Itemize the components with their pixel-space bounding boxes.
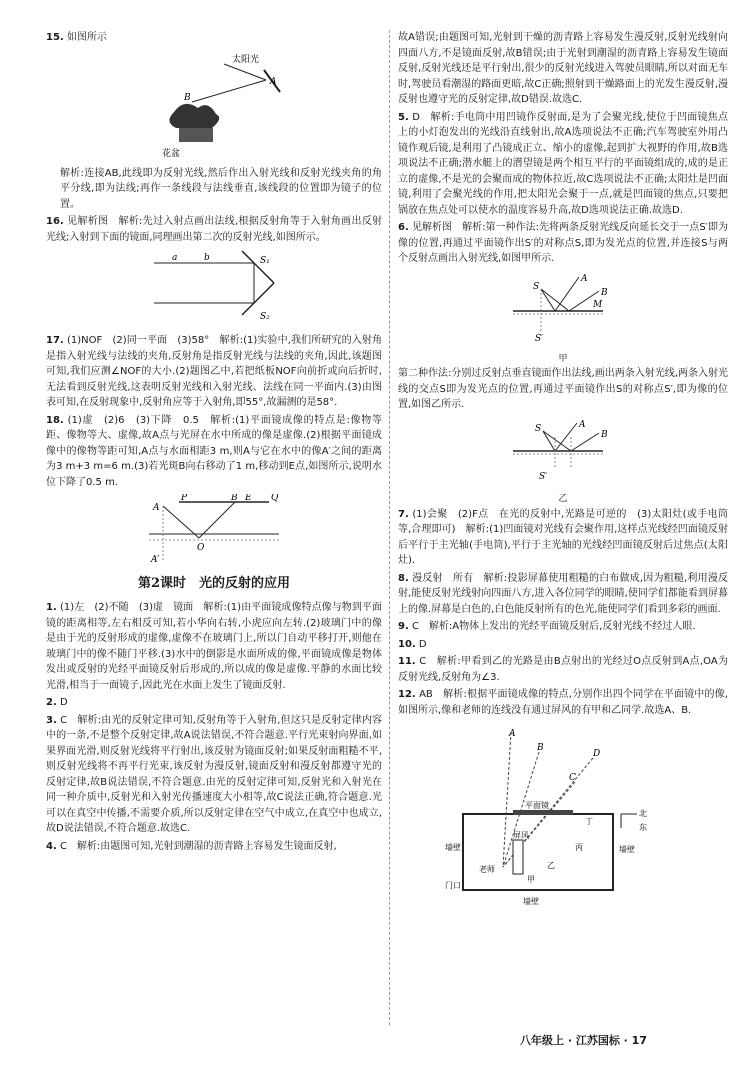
s12-screen-label: 屏风 (513, 831, 529, 841)
s6-jia-M-label: M (593, 299, 603, 310)
compass-arrow-icon (621, 814, 637, 828)
s12-D-label: D (593, 749, 601, 760)
q15-head: 如图所示 (66, 32, 107, 43)
s6-caption-jia: 甲 (558, 353, 568, 364)
q18-O-label: O (197, 543, 205, 553)
q16-b-label: b (204, 253, 210, 263)
q15 (46, 30, 382, 46)
s6-jia-S-label: S (533, 281, 540, 292)
s1 (46, 600, 382, 693)
s6-jia-S2-label: S′ (535, 333, 544, 344)
s7-text: (1)会聚 (2)F点 在光的反射中,光路是可逆的 (3)太阳灶(或手电筒等,合理即可) 解析:(1)凹面镜对光线有会聚作用,这样点光线经凹面镜反射后平行于主光轴(手电筒),平行于主光轴的光线经凹面镜反射后过焦点(太阳灶). (398, 508, 729, 567)
q18-number: 18. (46, 414, 64, 426)
s12-figure (443, 722, 683, 912)
s6-text: 见解析图 解析:第一种作法:先将两条反射光线反向延长交于一点S′即为像的位置,再通过平面镜作出S′的对称点S,即为发光点的位置,并连接S与两个反射点画出入射光线,如图甲所示. (398, 222, 728, 264)
s6-yi-S2-label: S′ (539, 471, 548, 482)
s12-wall-bottom-label: 墙壁 (523, 897, 539, 907)
s6-yi-B-label: B (601, 429, 608, 440)
s7-number: 7. (398, 508, 409, 520)
s10-number: 10. (398, 638, 416, 650)
q15-reflected (192, 80, 266, 102)
s4-text: C 解析:由题图可知,光射到潮湿的沥青路上容易发生镜面反射, (59, 840, 337, 852)
s12-wall-right-label: 墙壁 (619, 845, 635, 855)
s11-text: C 解析:甲看到乙的光路是由B点射出的光经过O点反射到A点,OA为反射光线,反射角为∠3. (398, 656, 728, 683)
s6-yi-A-label: A (579, 419, 586, 430)
q17-text: (1)NOF (2)同一平面 (3)58° 解析:(1)实验中,我们所研究的入射角是指入射光线与法线的夹角,反射角是指反射光线与法线的夹角,因此,该题图可知,我们应测∠NOF的大小.(2)题图乙中,若把纸板NOF向前折或向后折时,无法看到反射光线,这表明反射光线和入射光线、法线在同一平面内.(3)由图表可知,在反射现象中,反射角应等于入射角,即55°,故漏测的是58°. (46, 335, 382, 408)
s12 (398, 687, 728, 718)
s12-wall-left-label: 墙壁 (445, 843, 461, 853)
q15-pot-label: 花盆 (162, 148, 181, 159)
s6-yi-S-label: S (535, 423, 542, 434)
q18 (46, 413, 382, 491)
s9-text: C 解析:A物体上发出的光经平面镜反射后,反射光线不经过人眼. (411, 621, 696, 633)
s10 (398, 637, 728, 653)
q16-text: 见解析图 解析:先过入射点画出法线,根据反射角等于入射角画出反射光线;入射到下面的镜面,同理画出第二次的反射光线,如图所示。 (46, 216, 382, 243)
s12-mirror-label: 平面镜 (525, 801, 549, 811)
q15-analysis: 解析:连接AB,此线即为反射光线,然后作出入射光线和反射光线夹角的角平分线,即为法线;再作一条线段与法线垂直,该线段的位置即为镜子的位置。 (60, 167, 382, 210)
column-divider (389, 30, 390, 1025)
q16-S2-label: S₂ (260, 312, 270, 322)
q16-a-label: a (172, 253, 178, 263)
s12-ding-label: 丁 (585, 817, 593, 827)
q15-sunray (224, 64, 266, 80)
q18-A-label: A (153, 503, 160, 513)
s10-text: D (418, 638, 427, 650)
q18-E-label: E (245, 494, 252, 503)
s6-figure-yi (503, 417, 623, 489)
q17 (46, 333, 382, 411)
s1-text: (1)左 (2)不随 (3)虚 镜面 解析:(1)由平面镜成像特点像与物到平面镜的距离相等,左右相反可知,若小华向右转,小虎应向左转.(2)玻璃门中的像是由于光的反射形成的虚像,虚像不在玻璃门上,所以门自动平移打开,则他在玻璃门中的像不随门平移.(3)水中的倒影是水面所成的像,平面镜成像是物体发出或反射的光经平面镜反射后形成的,所以成的像是虚像.平静的水面比较光滑,相当于一面镜子,因此光在水面上发生了镜面反射. (46, 602, 382, 691)
q18-P-label: P (181, 494, 188, 503)
s11 (398, 654, 728, 685)
s4-continued: 故A错误;由题图可知,光射到干燥的沥青路上容易发生漫反射,反射光线射向四面八方,不是镜面反射,故B错误;由于光射到潮湿的沥青路上容易发生镜面反射,反射光线还是平行射出,很少的反射光线进入驾驶员眼睛,所以对面无车时,驾驶员看潮湿的路面更暗,故C正确;照射到干燥路面上的光发生漫反射,漫反射也遵守光的反射定律,故D错误.故选C. (398, 32, 728, 105)
s4-number: 4. (46, 840, 57, 852)
s12-north-label: 北 (639, 809, 647, 819)
s1-number: 1. (46, 602, 57, 614)
s5-text: D 解析:手电筒中用凹镜作反射面,是为了会聚光线,使位于凹面镜焦点上的小灯泡发出的光线沿直线射出,故A选项说法不正确;汽车驾驶室外用凸镜作观后镜,是利用了凸镜成正立、缩小的虚像,起到扩大视野的作用,故B选项说法不正确;潜水艇上的潜望镜是两个相互平行的平面镜组成的,成的是正立的虚像,不是光的会聚而成的物体拉近,故C选项说法不正确;太阳灶是凹面镜,利用了会聚光线的作用,把太阳光会聚于一点,就是凹面镜的焦点,只要把锅放在焦点处可以使水的温度容易升高,故D选项说法正确.故选D. (398, 111, 728, 216)
s7 (398, 507, 728, 569)
q16-figure (144, 249, 284, 329)
s5 (398, 110, 728, 219)
s2 (46, 695, 382, 711)
s6-caption-yi: 乙 (558, 493, 568, 504)
s6-text2: 第二种作法:分别过反射点垂直镜面作出法线,画出两条入射光线,两条入射光线的交点S即为发光点的位置,再通过平面镜作出S的对称点S′,即为像的位置,如图乙所示. (398, 368, 728, 411)
s2-text: D (59, 697, 68, 709)
s12-teacher-label: 老师 (479, 865, 495, 875)
s9 (398, 619, 728, 635)
s12-bing-label: 丙 (575, 843, 583, 853)
q16-number: 16. (46, 216, 64, 227)
s12-screen (513, 840, 523, 874)
s3-number: 3. (46, 714, 57, 726)
s6-number: 6. (398, 222, 409, 233)
s12-jia-label: 甲 (527, 875, 535, 885)
s12-door-label: 门口 (445, 881, 461, 891)
s12-mirror-bar (513, 810, 573, 815)
s12-A-label: A (509, 729, 516, 740)
q18-A2-label: A′ (151, 555, 160, 565)
flower-pot-icon (169, 103, 219, 141)
s11-number: 11. (398, 656, 416, 668)
right-column (398, 30, 728, 1029)
s12-number: 12. (398, 689, 416, 701)
s2-number: 2. (46, 697, 57, 709)
s8-text: 漫反射 所有 解析:投影屏幕使用粗糙的白布做成,因为粗糙,利用漫反射,能使反射光线射向四面八方,进入各位同学的眼睛,使同学们都能看到屏幕上的像.屏幕是白色的,白色能反射所有的色光,能使同学们看到多彩的画面. (398, 572, 728, 615)
s12-yi-label: 乙 (547, 861, 555, 871)
q18-B-label: B (231, 494, 238, 503)
s8-number: 8. (398, 572, 409, 584)
s3 (46, 713, 382, 837)
q15-figure (134, 50, 294, 162)
s12-text: AB 解析:根据平面镜成像的特点,分别作出四个同学在平面镜中的像,如图所示,像和老师的连线没有通过屏风的有甲和乙同学.故选A、B. (398, 689, 728, 716)
s6-jia-B-label: B (601, 287, 608, 298)
s8 (398, 571, 728, 618)
s12-B-label: B (537, 743, 544, 754)
s12-C-label: C (569, 773, 576, 784)
left-column (46, 30, 382, 1029)
s9-number: 9. (398, 621, 409, 633)
q15-B-label: B (184, 92, 191, 103)
s6-jia-A-label: A (581, 273, 588, 284)
q18-text: (1)虚 (2)6 (3)下降 0.5 解析:(1)平面镜成像的特点是:像物等距、像物等大、虚像,故A点与光屏在水中所成的像是虚像.(2)根据平面镜成像中的像物等距可知,A点与水面相距3 m,则A与它在水中的像A′之间的距离为3 m+3 m=6 m.(3)若光斑B向右移动了1 m,移动到E点,如图所示,说明水位下降了0.5 m. (46, 414, 382, 488)
s3-text: C 解析:由光的反射定律可知,反射角等于入射角,但这只是反射定律内容中的一条,不是整个反射定律,故A说法错误,不符合题意.平行光束射向界面,如果界面光滑,则反射光线将平行射出,该反射为镜面反射;如果反射面粗糙不平,则反射光线将不再平行光束,该反射为漫反射,镜面反射和漫反射都遵守光的反射定律,故B说法错误,不符合题意.由光的反射定律可知,反射光和入射光在同一种介质中,反射光和入射光传播速度大小相等,故C说法正确,符合题意.光可以在真空中传播,不需要介质,所以反射定律在空气中成立,在真空中也成立,故D说法错误,不符合题意.故选C. (46, 714, 382, 835)
q15-sun-label: 太阳光 (232, 54, 260, 65)
q18-Q-label: Q (271, 494, 279, 503)
q17-number: 17. (46, 335, 64, 346)
q15-number: 15. (46, 32, 64, 43)
s6 (398, 220, 728, 267)
q18-figure (139, 494, 289, 566)
s12-east-label: 东 (639, 823, 647, 833)
q16 (46, 214, 382, 245)
q15-A-label: A (270, 76, 277, 87)
q16-S1-label: S₁ (260, 256, 270, 266)
s6-figure-jia (503, 271, 623, 349)
section-title: 第2课时 光的反射的应用 (137, 576, 291, 591)
s5-number: 5. (398, 111, 409, 123)
page-footer: 八年级上 · 江苏国标 · 17 (520, 1034, 647, 1047)
s4 (46, 839, 382, 855)
